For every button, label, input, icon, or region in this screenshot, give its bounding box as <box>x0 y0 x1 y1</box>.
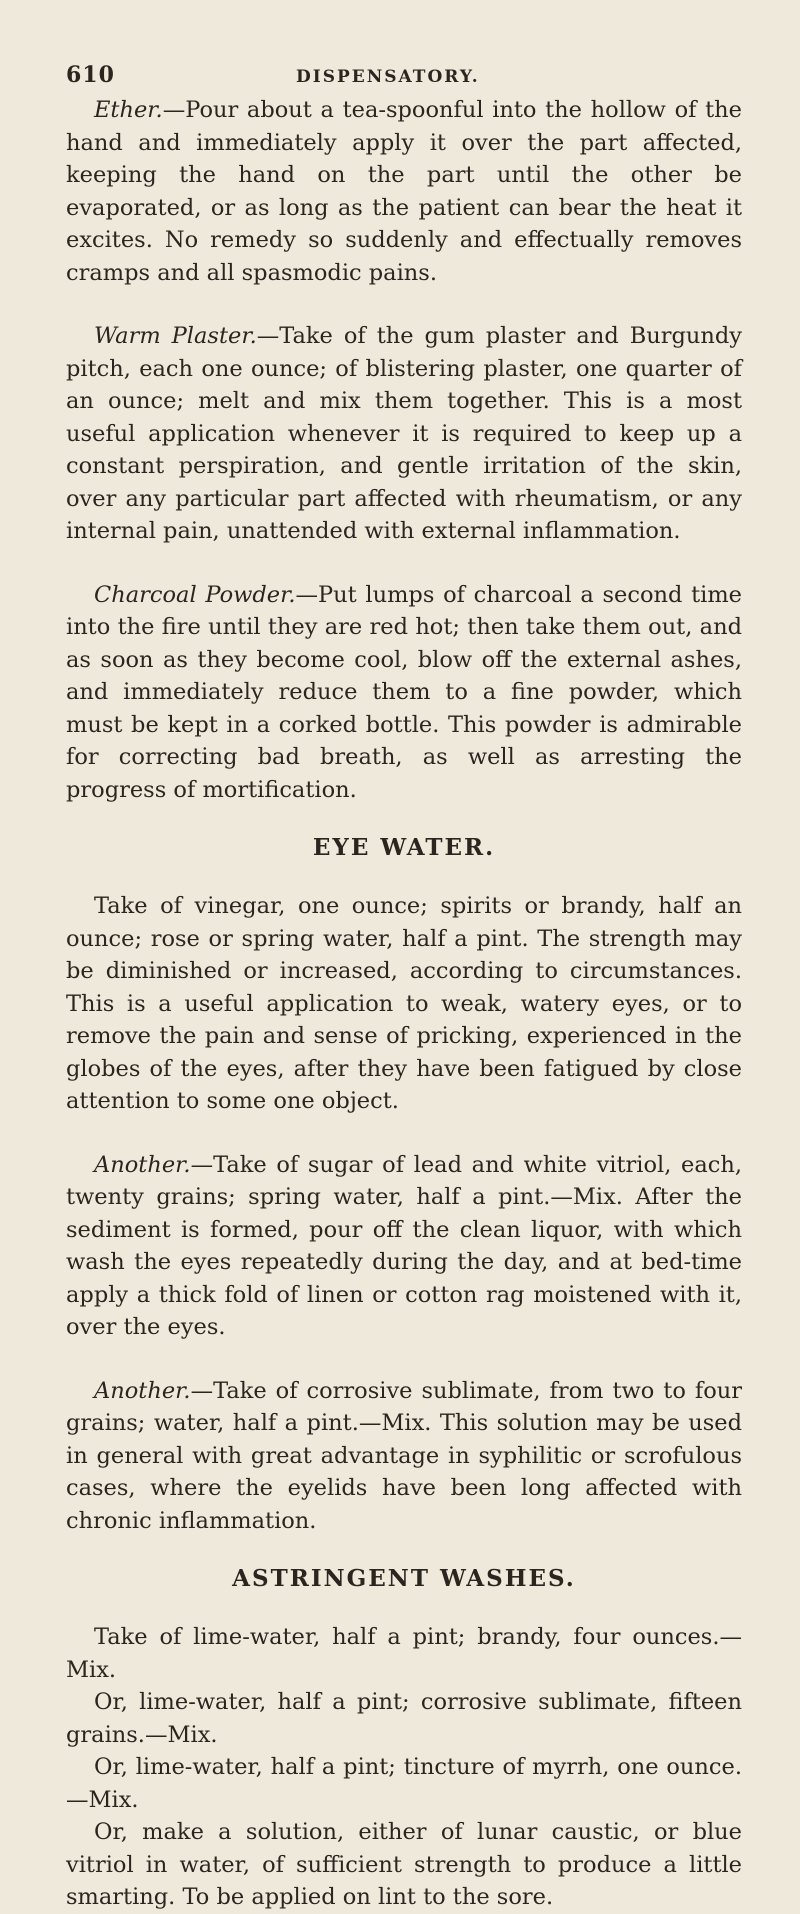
paragraph-eye-water-3 <box>66 1375 742 1538</box>
entry-text: —Take of corrosive sublimate, from two to four grains; water, half a pint.—Mix. This solution may be used in general with great advantage in syphilitic or scrofulous cases, where the eyelids have been long affected with chronic inflammation. <box>66 1377 742 1534</box>
paragraph-astringent-1 <box>66 1621 742 1686</box>
section-heading-astringent-washes: ASTRINGENT WASHES. <box>232 1565 576 1592</box>
running-head: DISPENSATORY. <box>296 67 480 87</box>
paragraph-astringent-4 <box>66 1816 742 1914</box>
entry-text: Take of vinegar, one ounce; spirits or brandy, half an ounce; rose or spring water, half a pint. The strength may be diminished or increased, according to circumstances. This is a useful application to weak, watery eyes, or to remove the pain and sense of pricking, experienced in the globes of the eyes, after they have been fatigued by close attention to some one object. <box>66 893 742 1114</box>
entry-text: —Take of sugar of lead and white vitriol, each, twenty grains; spring water, half a pint.—Mix. After the sediment is formed, pour off the clean liquor, with which wash the eyes repeatedly during the day, and at bed-time apply a thick fold of linen or cotton rag moistened with it, over the eyes. <box>66 1151 742 1340</box>
paragraph-astringent-3 <box>66 1751 742 1816</box>
section-heading-eye-water: EYE WATER. <box>312 834 496 861</box>
entry-text: Take of lime-water, half a pint; brandy, four ounces.—Mix. <box>66 1624 742 1683</box>
entry-text: Or, lime-water, half a pint; tincture of myrrh, one ounce.—Mix. <box>66 1754 742 1813</box>
page-header <box>66 62 742 94</box>
paragraph-eye-water-2 <box>66 1149 742 1344</box>
paragraph-astringent-2 <box>66 1686 742 1751</box>
entry-text: —Put lumps of charcoal a second time into the fire until they are red hot; then take them out, and as soon as they become cool, blow off the external ashes, and immediately reduce them to a fine powder, which must be kept in a corked bottle. This powder is admirable for correcting bad breath, as well as arresting the progress of mortification. <box>66 581 742 803</box>
entry-title: Warm Plaster. <box>94 323 257 349</box>
paragraph-warm-plaster <box>66 320 742 548</box>
entry-text: —Take of the gum plaster and Burgundy pitch, each one ounce; of blistering plaster, one quarter of an ounce; melt and mix them together. This is a most useful application whenever it is required to keep up a constant perspiration, and gentle irritation of the skin, over any particular part affected with rheumatism, or any internal pain, unattended with external inflammation. <box>66 323 742 544</box>
entry-title: Ether. <box>94 97 163 123</box>
paragraph-charcoal <box>66 579 742 807</box>
entry-text: Or, make a solution, either of lunar caustic, or blue vitriol in water, of sufficient strength to produce a little smarting. To be applied on lint to the sore. <box>66 1819 742 1910</box>
entry-title: Another. <box>94 1151 191 1178</box>
entry-text: Or, lime-water, half a pint; corrosive sublimate, fifteen grains.—Mix. <box>66 1689 742 1748</box>
paragraph-eye-water-1 <box>66 890 742 1118</box>
entry-title: Another. <box>94 1377 191 1404</box>
page-number: 610 <box>66 62 115 88</box>
paragraph-ether <box>66 94 742 289</box>
entry-text: —Pour about a tea-spoonful into the hollow of the hand and immediately apply it over the part affected, keeping the hand on the part until the other be evaporated, or as long as the patient can bear the heat it excites. No remedy so suddenly and effectually removes cramps and all spasmodic pains. <box>66 97 742 286</box>
entry-title: Charcoal Powder. <box>94 581 296 608</box>
